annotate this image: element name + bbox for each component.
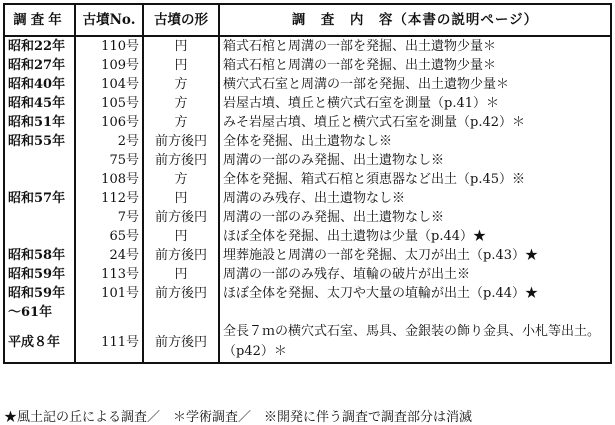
header-row bbox=[4, 4, 611, 36]
year-cell bbox=[4, 227, 75, 246]
num-cell: 65号 bbox=[75, 227, 143, 246]
year-cell: 昭和45年 bbox=[4, 94, 75, 113]
shape-cell: 方 bbox=[143, 94, 219, 113]
year-cell: 平成８年 bbox=[4, 322, 75, 363]
year-cell: 昭和51年 bbox=[4, 113, 75, 132]
header-year: 調査年 bbox=[4, 4, 75, 36]
shape-cell: 前方後円 bbox=[143, 284, 219, 303]
year-cell: 昭和27年 bbox=[4, 56, 75, 75]
num-cell: 75号 bbox=[75, 151, 143, 170]
num-cell: 110号 bbox=[75, 36, 143, 56]
num-cell: 104号 bbox=[75, 75, 143, 94]
table-row bbox=[4, 189, 611, 208]
table-row bbox=[4, 56, 611, 75]
content-cell: 箱式石棺と周溝の一部を発掘、出土遺物少量＊ bbox=[219, 56, 611, 75]
year-cell: 昭和59年 bbox=[4, 265, 75, 284]
year-cell: 昭和57年 bbox=[4, 189, 75, 208]
table-row bbox=[4, 322, 611, 363]
num-cell: 108号 bbox=[75, 170, 143, 189]
content-cell: 埋葬施設と周溝の一部を発掘、太刀が出土（p.43）★ bbox=[219, 246, 611, 265]
table-row bbox=[4, 284, 611, 303]
table-row bbox=[4, 113, 611, 132]
num-cell: 111号 bbox=[75, 322, 143, 363]
table-row bbox=[4, 227, 611, 246]
content-cell: みそ岩屋古墳、墳丘と横穴式石室を測量（p.42）＊ bbox=[219, 113, 611, 132]
shape-cell: 前方後円 bbox=[143, 151, 219, 170]
num-cell: 2号 bbox=[75, 132, 143, 151]
content-cell: 周溝のみ残存、出土遺物なし※ bbox=[219, 189, 611, 208]
table-body bbox=[4, 36, 611, 363]
shape-cell: 円 bbox=[143, 265, 219, 284]
survey-table bbox=[3, 3, 612, 364]
content-cell: 全体を発掘、出土遺物なし※ bbox=[219, 132, 611, 151]
table-row bbox=[4, 94, 611, 113]
content-cell: 岩屋古墳、墳丘と横穴式石室を測量（p.41）＊ bbox=[219, 94, 611, 113]
shape-cell bbox=[143, 303, 219, 322]
content-cell: 箱式石棺と周溝の一部を発掘、出土遺物少量＊ bbox=[219, 36, 611, 56]
content-cell: 横穴式石室と周溝の一部を発掘、出土遺物少量＊ bbox=[219, 75, 611, 94]
table-row bbox=[4, 170, 611, 189]
year-cell: 昭和58年 bbox=[4, 246, 75, 265]
shape-cell: 方 bbox=[143, 170, 219, 189]
year-cell: 〜61年 bbox=[4, 303, 75, 322]
content-cell: ほぼ全体を発掘、太刀や大量の埴輪が出土（p.44）★ bbox=[219, 284, 611, 303]
table-row bbox=[4, 208, 611, 227]
table-row bbox=[4, 132, 611, 151]
content-cell: 全体を発掘、箱式石棺と須恵器など出土（p.45）※ bbox=[219, 170, 611, 189]
num-cell: 106号 bbox=[75, 113, 143, 132]
num-cell: 112号 bbox=[75, 189, 143, 208]
num-cell bbox=[75, 303, 143, 322]
shape-cell: 前方後円 bbox=[143, 132, 219, 151]
content-cell bbox=[219, 303, 611, 322]
header-shape: 古墳の形 bbox=[143, 4, 219, 36]
shape-cell: 円 bbox=[143, 189, 219, 208]
content-cell: 周溝の一部のみ発掘、出土遺物なし※ bbox=[219, 208, 611, 227]
legend: ★風土記の丘による調査／ ＊学術調査／ ※開発に伴う調査で調査部分は消滅 bbox=[4, 410, 473, 425]
table-row bbox=[4, 36, 611, 56]
shape-cell: 前方後円 bbox=[143, 322, 219, 363]
content-cell: 周溝の一部のみ発掘、出土遺物なし※ bbox=[219, 151, 611, 170]
num-cell: 24号 bbox=[75, 246, 143, 265]
shape-cell: 前方後円 bbox=[143, 246, 219, 265]
shape-cell: 前方後円 bbox=[143, 208, 219, 227]
table-row bbox=[4, 75, 611, 94]
table-row bbox=[4, 246, 611, 265]
header-content: 調 査 内 容（本書の説明ページ） bbox=[219, 4, 611, 36]
year-cell: 昭和40年 bbox=[4, 75, 75, 94]
content-cell: ほぼ全体を発掘、出土遺物は少量（p.44）★ bbox=[219, 227, 611, 246]
year-cell bbox=[4, 151, 75, 170]
shape-cell: 方 bbox=[143, 113, 219, 132]
table-row bbox=[4, 265, 611, 284]
shape-cell: 円 bbox=[143, 36, 219, 56]
year-cell: 昭和59年 bbox=[4, 284, 75, 303]
shape-cell: 円 bbox=[143, 56, 219, 75]
year-cell bbox=[4, 208, 75, 227]
year-cell: 昭和22年 bbox=[4, 36, 75, 56]
content-cell: 全長７ｍの横穴式石室、馬具、金銀装の飾り金具、小札等出土。（p42）＊ bbox=[219, 322, 611, 363]
table-row bbox=[4, 151, 611, 170]
num-cell: 109号 bbox=[75, 56, 143, 75]
num-cell: 113号 bbox=[75, 265, 143, 284]
shape-cell: 円 bbox=[143, 227, 219, 246]
year-cell: 昭和55年 bbox=[4, 132, 75, 151]
header-number: 古墳No. bbox=[75, 4, 143, 36]
num-cell: 7号 bbox=[75, 208, 143, 227]
table-row bbox=[4, 303, 611, 322]
num-cell: 105号 bbox=[75, 94, 143, 113]
content-cell: 周溝の一部のみ残存、埴輪の破片が出土※ bbox=[219, 265, 611, 284]
year-cell bbox=[4, 170, 75, 189]
shape-cell: 方 bbox=[143, 75, 219, 94]
num-cell: 101号 bbox=[75, 284, 143, 303]
